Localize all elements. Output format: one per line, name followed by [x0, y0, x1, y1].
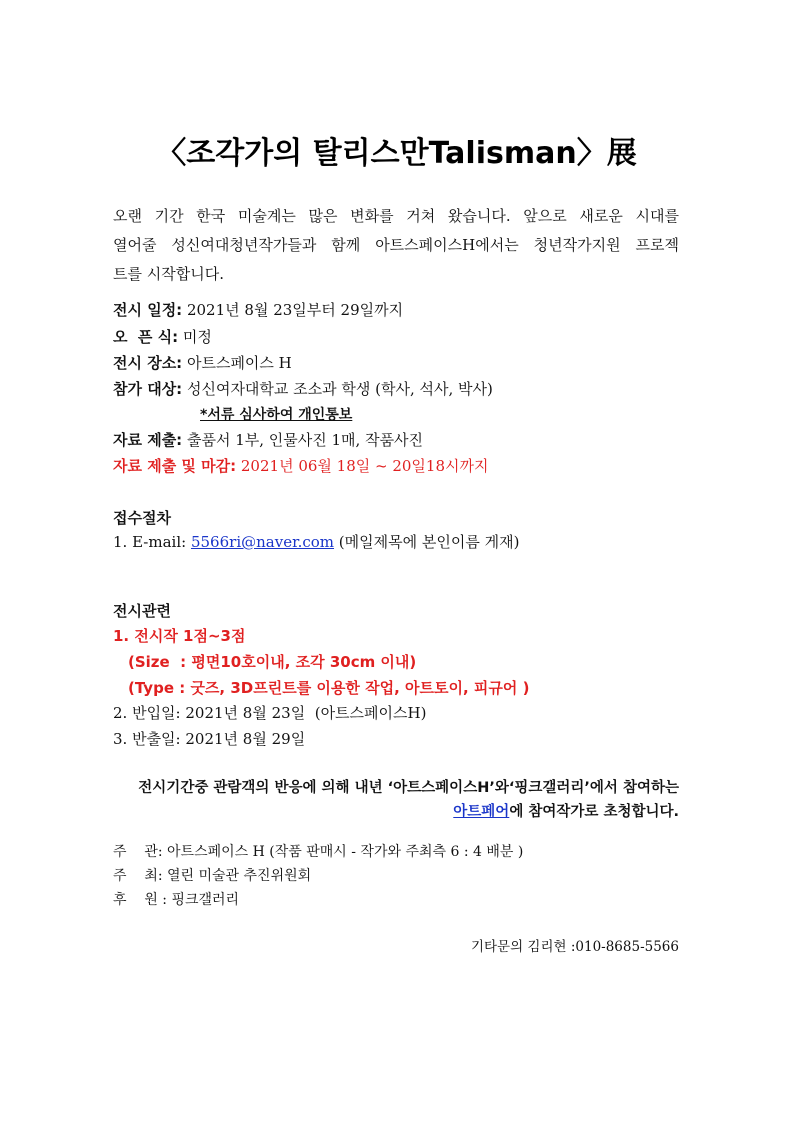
exhibit-heading: 전시관련	[113, 602, 171, 620]
credit-organizer: 주 최: 열린 미술관 추진위원회	[113, 868, 312, 884]
notice-line-1: 전시기간중 관람객의 반응에 의해 내년 ‘아트스페이스H’와‘핑크갤러리’에서 참여하는	[138, 780, 679, 796]
opening-row	[113, 327, 212, 347]
submit-row	[113, 430, 423, 450]
credit-sponsor: 후 원 : 핑크갤러리	[113, 892, 240, 908]
email-suffix: (메일제목에 본인이름 게재)	[334, 533, 520, 551]
venue-row	[113, 353, 292, 373]
intro-line: 트를 시작합니다.	[113, 265, 224, 283]
art-fair-link[interactable]: 아트페어	[453, 804, 510, 820]
deadline-value: 2021년 06월 18일 ~ 20일18시까지	[240, 457, 489, 475]
intro-line: 열어줄 성신여대청년작가들과 함께 아트스페이스H에서는 청년작가지원 프로젝	[113, 236, 679, 254]
schedule-value: 2021년 8월 23일부터 29일까지	[186, 301, 404, 319]
exhibit-type: (Type : 굿즈, 3D프린트를 이용한 작업, 아트토이, 피규어 )	[128, 679, 530, 697]
opening-label: 오 픈 식:	[113, 328, 179, 346]
opening-value: 미정	[182, 328, 212, 346]
exhibit-item-3: 3. 반출일: 2021년 8월 29일	[113, 730, 306, 748]
notice-line-2	[113, 800, 679, 821]
exhibit-item-1: 1. 전시작 1점~3점	[113, 627, 246, 645]
venue-label: 전시 장소:	[113, 354, 183, 372]
target-value: 성신여자대학교 조소과 학생 (학사, 석사, 박사)	[186, 380, 493, 398]
schedule-label: 전시 일정:	[113, 301, 183, 319]
intro-line: 오랜 기간 한국 미술계는 많은 변화를 거쳐 왔습니다. 앞으로 새로운 시대를	[113, 207, 679, 225]
intro-paragraph	[113, 202, 679, 289]
contact-info: 기타문의 김리현 :010-8685-5566	[470, 939, 679, 955]
page-title: 〈조각가의 탈리스만Talisman〉展	[156, 136, 637, 171]
venue-value: 아트스페이스 H	[186, 354, 292, 372]
target-label: 참가 대상:	[113, 380, 183, 398]
notice-suffix: 에 참여작가로 초청합니다.	[509, 804, 679, 820]
deadline-label: 자료 제출 및 마감:	[113, 457, 237, 475]
credit-host: 주 관: 아트스페이스 H (작품 판매시 - 작가와 주최측 6 : 4 배분 )	[113, 844, 524, 860]
exhibit-item-2: 2. 반입일: 2021년 8월 23일 (아트스페이스H)	[113, 704, 427, 722]
exhibit-size: (Size : 평면10호이내, 조각 30cm 이내)	[128, 653, 417, 671]
target-row	[113, 379, 493, 399]
procedure-heading: 접수절차	[113, 509, 171, 527]
schedule-row	[113, 300, 403, 320]
email-prefix: 1. E-mail:	[113, 533, 191, 551]
submit-label: 자료 제출:	[113, 431, 183, 449]
submit-value: 출품서 1부, 인물사진 1매, 작품사진	[186, 431, 424, 449]
deadline-row	[113, 456, 488, 476]
target-note: *서류 심사하여 개인통보	[200, 407, 353, 423]
email-link[interactable]: 5566ri@naver.com	[190, 533, 335, 551]
email-row	[113, 532, 519, 552]
